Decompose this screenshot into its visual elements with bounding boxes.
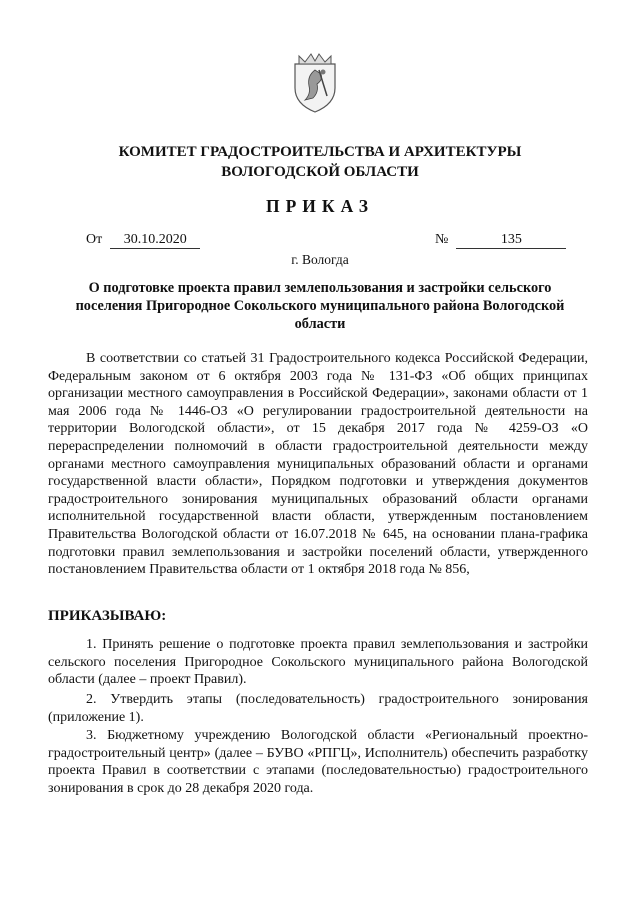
date-label: От xyxy=(86,232,103,247)
order-item-3: 3. Бюджетному учреждению Вологодской области «Региональный проектно-градостроительный центр» (далее – БУВО «РПГЦ», Исполнитель) обеспечить разработку проекта Правил в соответствии с этапами (последовательностью) градостроительного зонирования в срок до 28 декабря 2020 года. xyxy=(48,728,588,796)
date-value: 30.10.2020 xyxy=(110,232,200,249)
number-value: 135 xyxy=(456,232,566,249)
order-item-2: 2. Утвердить этапы (последовательность) градостроительного зонирования (приложение 1). xyxy=(48,692,588,725)
city-name: г. Вологда xyxy=(291,252,349,267)
order-item-1: 1. Принять решение о подготовке проекта правил землепользования и застройки сельского поселения Пригородное Сокольского муниципального района Вологодской области (далее – проект Правил). xyxy=(48,637,588,688)
order-subject: О подготовке проекта правил землепользования и застройки сельского поселения Пригородное Сокольского муниципального района Вологодской области xyxy=(75,280,565,332)
order-number xyxy=(435,232,566,249)
preamble-paragraph: В соответствии со статьей 31 Градостроительного кодекса Российской Федерации, Федеральным законом от 6 октября 2003 года № 131-ФЗ «Об общих принципах организации местного самоуправления в Российской Федерации», законами области от 1 мая 2006 года № 1446-ОЗ «О регулировании градостроительной деятельности на территории Вологодской области», от 15 декабря 2017 года № 4259-ОЗ «О перераспределении полномочий в области градостроительной деятельности между органами местного самоуправления муниципальных образований области и органами государственной власти области», Порядком подготовки и утверждения документов градостроительного зонирования муниципальных образований области органами исполнительной государственной власти области, утвержденным постановлением Правительства Вологодской области от 16.07.2018 № 645, на основании плана-графика подготовки правил землепользования и застройки поселений области, утвержденного постановлением Правительства области от 1 октября 2018 года № 856, xyxy=(48,351,588,578)
coat-of-arms-icon xyxy=(289,52,341,114)
document-type-title: ПРИКАЗ xyxy=(265,196,375,216)
organization-name-line-1: КОМИТЕТ ГРАДОСТРОИТЕЛЬСТВА И АРХИТЕКТУРЫ xyxy=(118,144,522,160)
order-date xyxy=(86,232,200,249)
order-directive: ПРИКАЗЫВАЮ: xyxy=(48,608,167,624)
number-label: № xyxy=(435,232,449,247)
organization-name-line-2: ВОЛОГОДСКОЙ ОБЛАСТИ xyxy=(221,164,419,180)
